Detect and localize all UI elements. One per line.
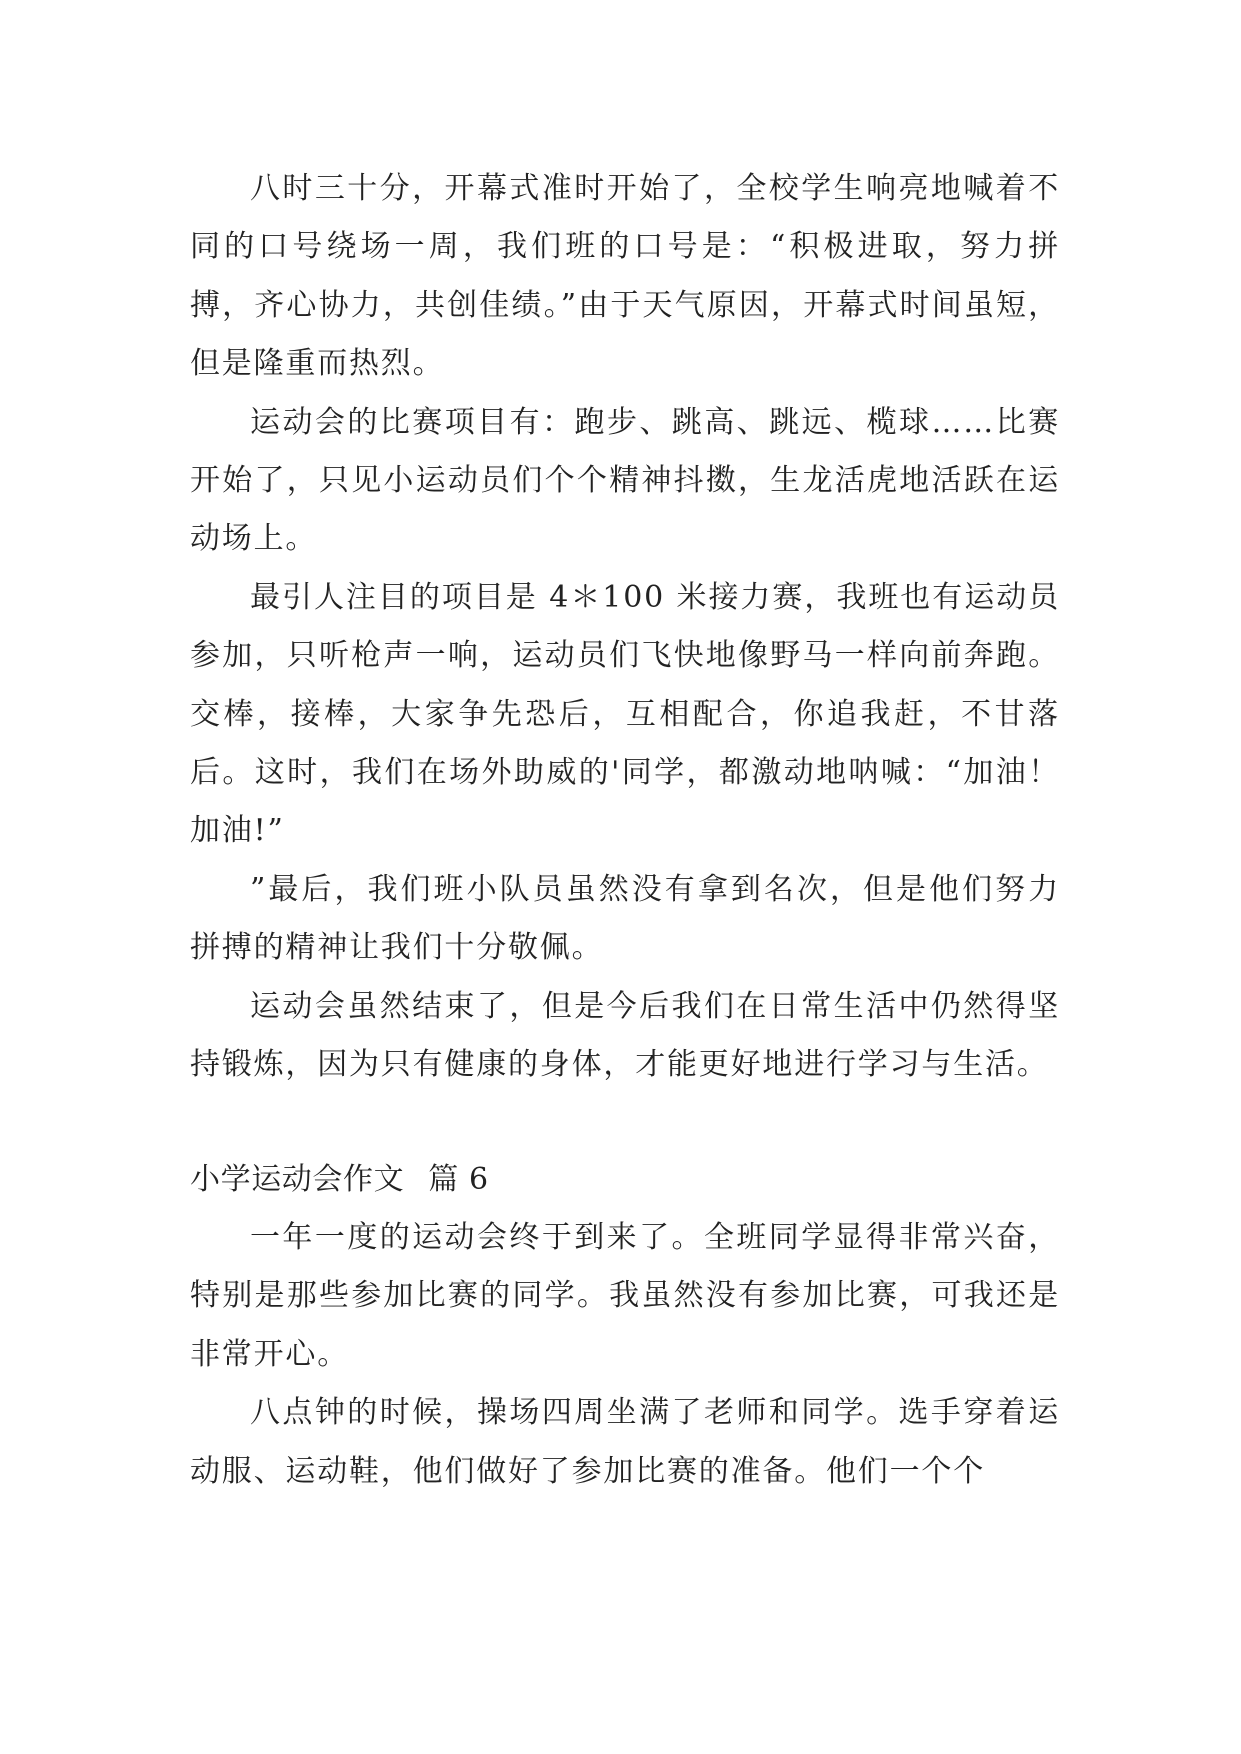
paragraph-result: ”最后，我们班小队员虽然没有拿到名次，但是他们努力拼搏的精神让我们十分敬佩。 (190, 871, 1060, 966)
section-title-text: 小学运动会作文 (190, 1161, 405, 1197)
document-page (190, 160, 1060, 1501)
paragraph-events: 运动会的比赛项目有：跑步、跳高、跳远、榄球……比赛开始了，只见小运动员们个个精神抖擞，生龙活虎地活跃在运动场上。 (190, 404, 1060, 557)
paragraph-relay-race: 最引人注目的项目是 4＊100 米接力赛，我班也有运动员参加，只听枪声一响，运动员们飞快地像野马一样向前奔跑。交棒，接棒，大家争先恐后，互相配合，你追我赶，不甘落后。这时，我们在场外助威的'同学，都激动地呐喊：“加油！加油!” (190, 579, 1060, 849)
paragraph-conclusion: 运动会虽然结束了，但是今后我们在日常生活中仍然得坚持锻炼，因为只有健康的身体，才能更好地进行学习与生活。 (190, 988, 1060, 1083)
paragraph-playground: 八点钟的时候，操场四周坐满了老师和同学。选手穿着运动服、运动鞋，他们做好了参加比赛的准备。他们一个个 (190, 1395, 1060, 1489)
paragraph-intro: 一年一度的运动会终于到来了。全班同学显得非常兴奋，特别是那些参加比赛的同学。我虽然没有参加比赛，可我还是非常开心。 (190, 1219, 1060, 1372)
paragraph-opening-ceremony: 八时三十分，开幕式准时开始了，全校学生响亮地喊着不同的口号绕场一周，我们班的口号是：“积极进取，努力拼搏，齐心协力，共创佳绩。”由于天气原因，开幕式时间虽短，但是隆重而热烈。 (190, 171, 1060, 382)
section-number: 篇 6 (428, 1161, 489, 1197)
section-heading (190, 1151, 1060, 1209)
